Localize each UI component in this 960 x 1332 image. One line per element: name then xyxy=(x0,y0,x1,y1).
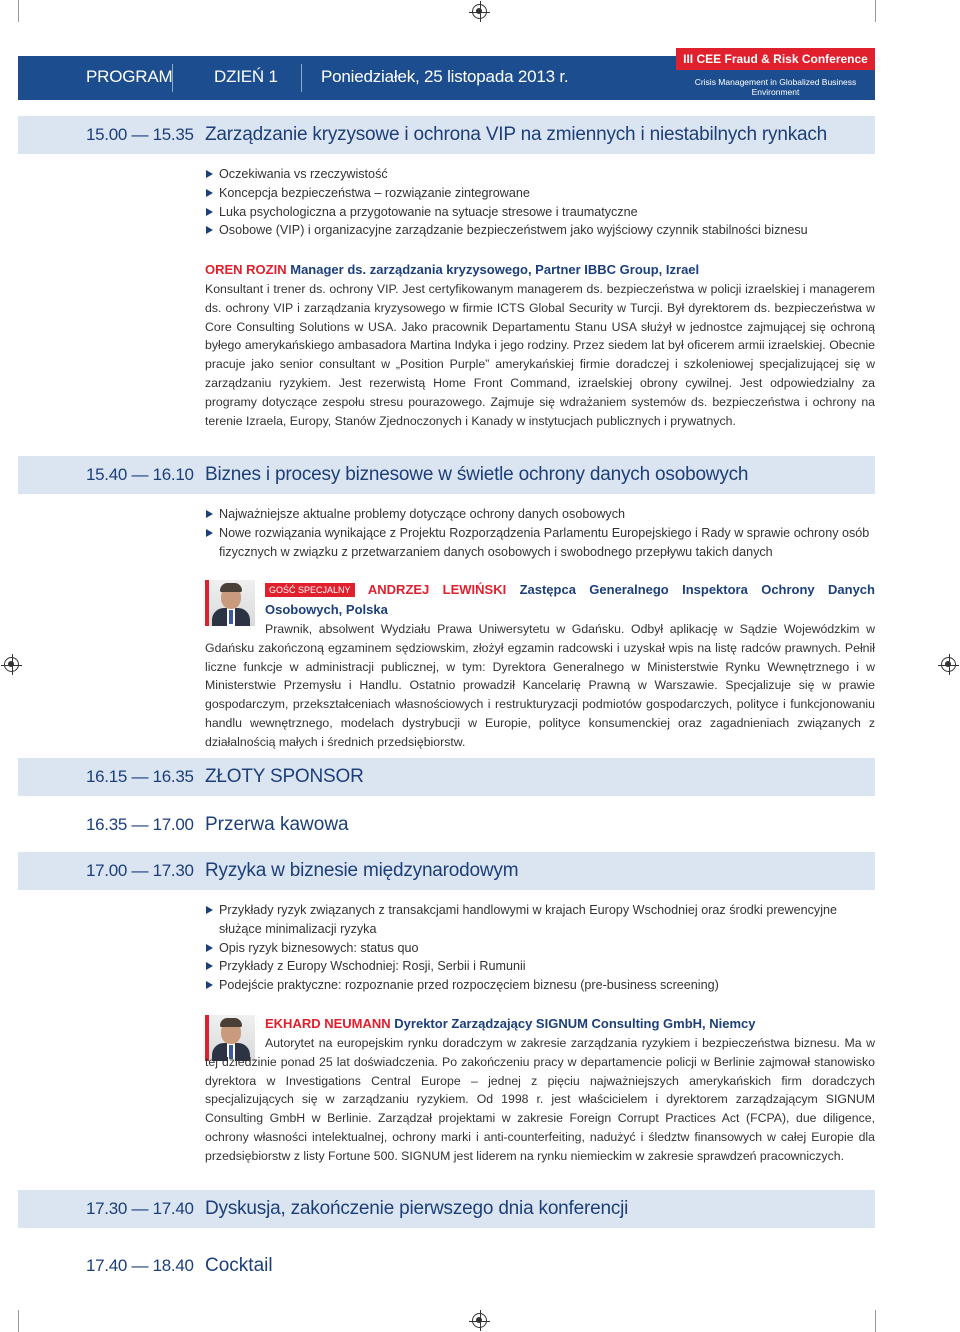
session-row xyxy=(18,456,875,494)
session-title: Biznes i procesy biznesowe w świetle ochrony danych osobowych xyxy=(205,464,749,485)
bullet-item: Przykłady ryzyk związanych z transakcjami handlowymi w krajach Europy Wschodniej oraz środki prewencyjne służące minimalizacji ryzyka xyxy=(205,901,875,939)
session-bullets xyxy=(205,901,875,995)
session-row xyxy=(18,116,875,154)
conference-tagline: Crisis Management in Globalized Business Environment xyxy=(694,77,857,97)
speaker-role: Manager ds. zarządzania kryzysowego, Partner IBBC Group, Izrael xyxy=(290,262,700,277)
registration-mark-icon xyxy=(941,657,956,672)
session-bullets xyxy=(205,165,875,240)
session-time: 15.40 — 16.10 xyxy=(86,465,194,484)
speaker-name: EKHARD NEUMANN xyxy=(265,1016,391,1031)
registration-mark-icon xyxy=(4,657,19,672)
speaker-bio: Autorytet na europejskim rynku doradczym w zakresie zarządzania ryzykiem i bezpieczeństwa biznesu. Ma w tej dziedzinie ponad 25 lat doświadczenia. Po zakończeniu pracy w departamencie policji w Berlinie zajmował stanowisko dyrektora w Investigations Central Europe – jednej z pięciu najważniejszych amerykańskich firm doradczych specjalizujących się w zarządzaniu ryzykiem. Od 1998 r. jest właścicielem i dyrektorem zarządzającym SIGNUM Consulting GmbH w Berlinie. Zarządzał projektami w zakresie Foreign Corrupt Practices Act (FCPA), due diligence, ochrony własności intelektualnej, ochrony marki i anti-counterfeiting, nadużyć i śledztw finansowych w całej Europie dla przedsiębiorstw z listy Fortune 500. SIGNUM jest liderem na rynku niemieckim w zakresie sprawdzeń pracowniczych. xyxy=(205,1036,875,1163)
bullet-item: Oczekiwania vs rzeczywistość xyxy=(205,165,875,184)
bullet-item: Przykłady z Europy Wschodniej: Rosji, Serbii i Rumunii xyxy=(205,957,875,976)
bullet-item: Luka psychologiczna a przygotowanie na sytuacje stresowe i traumatyczne xyxy=(205,203,875,222)
session-title: Przerwa kawowa xyxy=(205,814,349,835)
session-title: Dyskusja, zakończenie pierwszego dnia konferencji xyxy=(205,1198,629,1219)
header-divider xyxy=(172,64,173,92)
bullet-item: Opis ryzyk biznesowych: status quo xyxy=(205,939,875,958)
crop-mark xyxy=(875,1310,876,1332)
speaker-bio-block xyxy=(205,260,875,430)
speaker-role: Zastępca Generalnego Inspektora Ochrony Danych Osobowych, Polska xyxy=(265,582,875,617)
bullet-item: Podejście praktyczne: rozpoznanie przed rozpoczęciem biznesu (pre-business screening) xyxy=(205,976,875,995)
speaker-bio: Prawnik, absolwent Wydziału Prawa Uniwersytetu w Gdańsku. Odbył aplikację w Sądzie Wojewódzkim w Gdańsku zakończoną egzaminem sędziowskim, złożył egzamin radcowski i uzyskał wpis na listę radców prawnych. Pełnił liczne funkcje w administracji publicznej, w tym: Dyrektora Generalnego w Ministerstwie Rynku Wewnętrznego i w Ministerstwie Przemysłu i Handlu. Ostatnio prowadził Kancelarię Prawną w Warszawie. Specjalizuje się w prawie gospodarczym, przekształceniach własnościowych i restrukturyzacji podmiotów gospodarczych, polityce i funkcjonowaniu handlu wewnętrznego, modelach dystrybucji w Europie, polityce konsumenckiej oraz zagadnieniach związanych z działalnością małych i średnich przedsiębiorstw. xyxy=(205,622,875,749)
conference-name: III CEE Fraud & Risk Conference xyxy=(676,48,875,70)
day-label: DZIEŃ 1 xyxy=(214,67,278,86)
session-row xyxy=(18,852,875,890)
session-row xyxy=(18,1190,875,1228)
crop-mark xyxy=(875,0,876,22)
bullet-item: Koncepcja bezpieczeństwa – rozwiązanie zintegrowane xyxy=(205,184,875,203)
program-label: PROGRAM xyxy=(86,67,173,86)
session-title: ZŁOTY SPONSOR xyxy=(205,766,364,787)
speaker-name: ANDRZEJ LEWIŃSKI xyxy=(367,582,507,597)
session-title: Cocktail xyxy=(205,1255,273,1276)
session-title: Ryzyka w biznesie międzynarodowym xyxy=(205,860,519,881)
session-time: 17.40 — 18.40 xyxy=(86,1256,194,1275)
date-label: Poniedziałek, 25 listopada 2013 r. xyxy=(321,67,569,86)
registration-mark-icon xyxy=(472,1313,487,1328)
session-time: 16.15 — 16.35 xyxy=(86,767,194,786)
session-row xyxy=(18,758,875,796)
bullet-item: Osobowe (VIP) i organizacyjne zarządzanie bezpieczeństwem jako wyjściowy czynnik stabilności biznesu xyxy=(205,221,875,240)
session-time: 17.00 — 17.30 xyxy=(86,861,194,880)
session-time: 17.30 — 17.40 xyxy=(86,1199,194,1218)
session-time: 15.00 — 15.35 xyxy=(86,125,194,144)
registration-mark-icon xyxy=(472,4,487,19)
crop-mark xyxy=(18,1310,19,1332)
guest-badge: GOŚĆ SPECJALNY xyxy=(265,583,355,597)
session-bullets xyxy=(205,505,875,561)
session-title: Zarządzanie kryzysowe i ochrona VIP na zmiennych i niestabilnych rynkach xyxy=(205,124,828,145)
bullet-item: Nowe rozwiązania wynikające z Projektu Rozporządzenia Parlamentu Europejskiego i Rady w sprawie ochrony osób fizycznych w związku z przetwarzaniem danych osobowych i swobodnego przepływu takich danych xyxy=(205,524,875,562)
header-divider xyxy=(301,64,302,92)
crop-mark xyxy=(18,0,19,22)
speaker-bio: Konsultant i trener ds. ochrony VIP. Jest certyfikowanym managerem ds. bezpieczeństwa w policji izraelskiej i managerem ds. ochrony VIP i zarządzania kryzysowego w firmie ICTS Global Security w Turcji. Był dyrektorem ds. bezpieczeństwa w Core Consulting Solutions w USA. Jako pracownik Departamentu Stanu USA służył w jednostce zajmującej się ochroną byłego amerykańskiego ambasadora Martina Indyka i jego rodziny. Przez siedem lat był oficerem armii izraelskiej. Obecnie pracuje jako senior consultant w „Position Purple” amerykańskiej firmie doradczej i szkoleniowej specjalizującej się w zarządzaniu ryzykiem. Jest rezerwistą Home Front Command, izraelskiej obrony cywilnej. Jest odpowiedzialny za programy dotyczące zespołu stresu pourazowego. Zajmuje się wdrażaniem systemów ds. bezpieczeństwa i ochrony na terenie Izraela, Europy, Stanów Zjednoczonych i Kanady w instytucjach publicznych i prywatnych. xyxy=(205,282,875,428)
speaker-role: Dyrektor Zarządzający SIGNUM Consulting GmbH, Niemcy xyxy=(394,1016,756,1031)
speaker-bio-block xyxy=(205,1014,875,1166)
bullet-item: Najważniejsze aktualne problemy dotyczące ochrony danych osobowych xyxy=(205,505,875,524)
speaker-name: OREN ROZIN xyxy=(205,262,287,277)
session-time: 16.35 — 17.00 xyxy=(86,815,194,834)
speaker-bio-block xyxy=(205,580,875,752)
